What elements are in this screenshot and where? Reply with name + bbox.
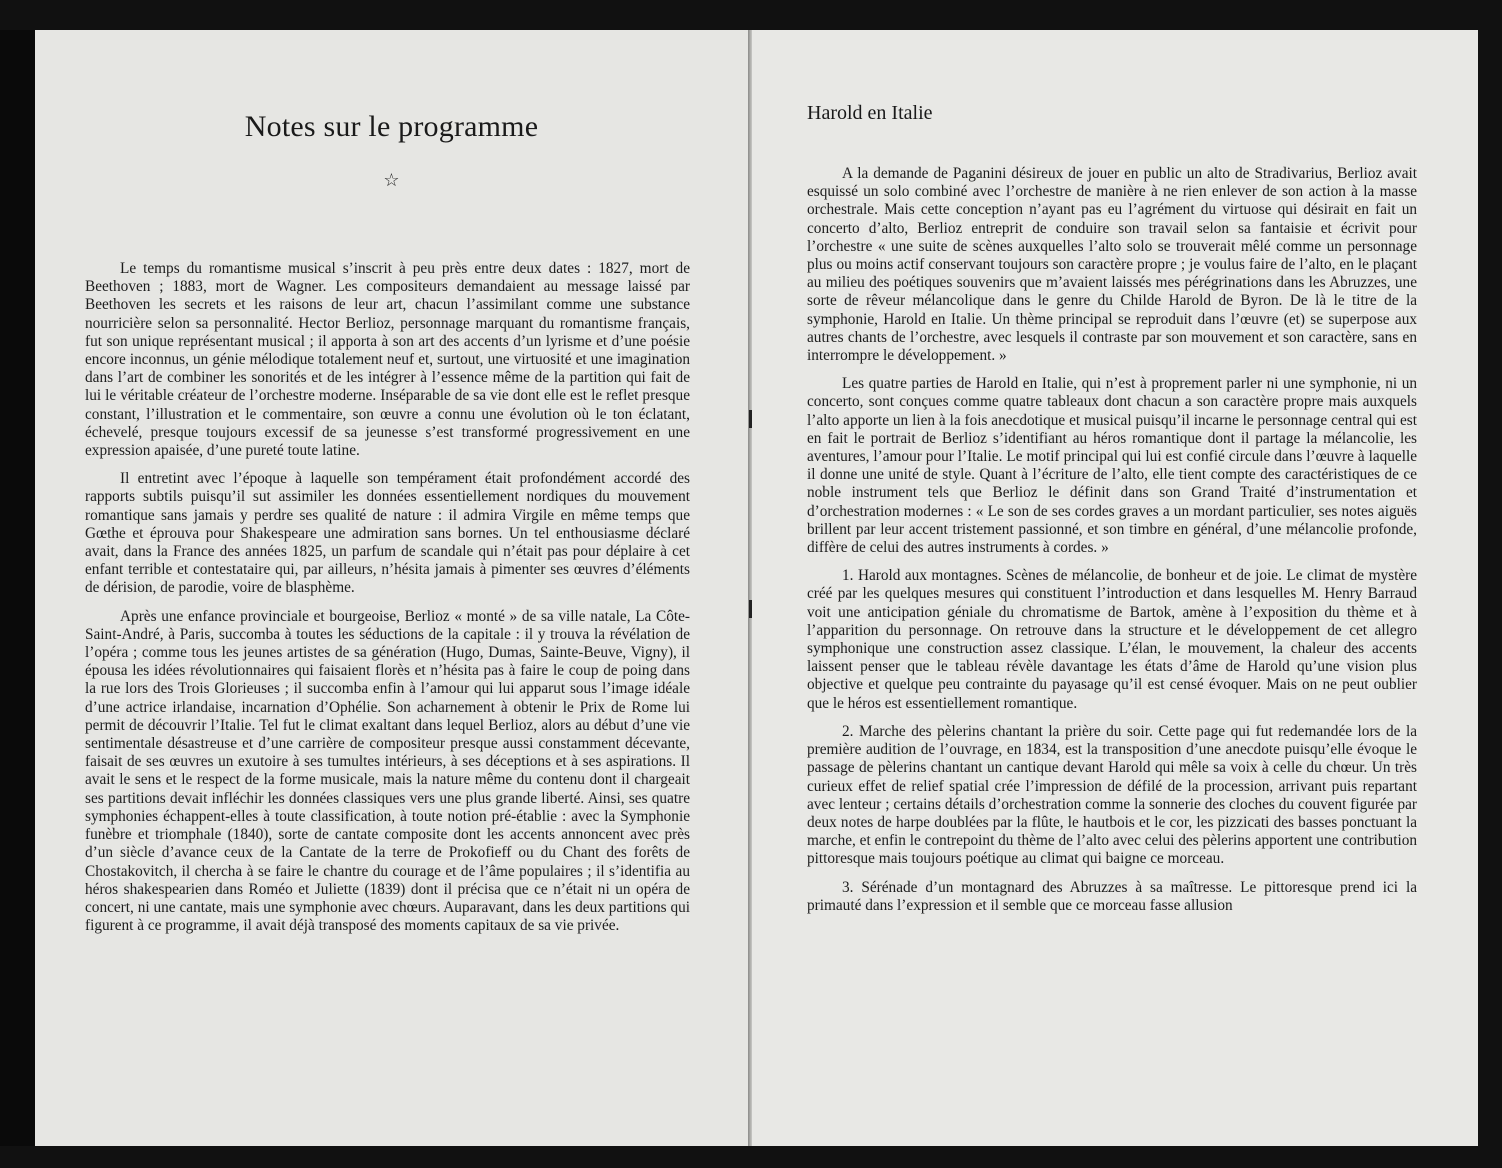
- paragraph: 3. Sérénade d’un montagnard des Abruzzes à sa maîtresse. Le pittoresque prend ici la primauté dans l’expression et il semble que ce morceau fasse allusion: [807, 878, 1417, 914]
- right-text-column: [807, 165, 1417, 925]
- left-text-column: [85, 260, 690, 945]
- paragraph: Les quatre parties de Harold en Italie, qui n’est à proprement parler ni une symphonie, ni un concerto, sont conçues comme quatre tableaux dont chacun a son caractère propre mais auxquels l’alto apporte un lien à la fois anecdotique et musical puisqu’il incarne le personnage central qui est en fait le portrait de Berlioz s’identifiant au héros romantique dont il partage la mélancolie, les aventures, l’amour pour l’Italie. Le motif principal qui lui est confié circule dans l’œuvre à laquelle il donne une unité de style. Quant à l’écriture de l’alto, elle tient compte des caractéristiques de ce noble instrument tels que Berlioz le définit dans son Grand Traité d’instrumentation et d’orchestration modernes : « Le son de ses cordes graves a un mordant particulier, ses notes aiguës brillent par leur accent tristement passionné, et son timbre en général, d’une mélancolie profonde, diffère de celui des autres instruments à cordes. »: [807, 375, 1417, 557]
- scan-border-right: [1478, 0, 1502, 1168]
- right-page: [752, 30, 1478, 1146]
- page-title: Notes sur le programme: [244, 110, 539, 143]
- paragraph: A la demande de Paganini désireux de jouer en public un alto de Stradivarius, Berlioz avait esquissé un solo combiné avec l’orchestre de manière à ne rien enlever de son action à la masse orchestrale. Mais cette conception n’ayant pas eu l’agrément du virtuose qui désirait en fait un concerto d’alto, Berlioz entreprit de conduire son travail selon sa fantaisie et écrivit pour l’orchestre « une suite de scènes auxquelles l’alto solo se trouverait mêlé comme un personnage plus ou moins actif conservant toujours son caractère propre ; je voulus faire de l’alto, en le plaçant au milieu des poétiques souvenirs que m’avaient laissés mes pérégrinations dans les Abruzzes, une sorte de rêveur mélancolique dans le genre du Childe Harold de Byron. De là le titre de la symphonie, Harold en Italie. Un thème principal se reproduit dans l’œuvre (et) se superpose aux autres chants de l’orchestre, avec lesquels il contraste par son mouvement et son caractère, sans en interrompre le développement. »: [807, 165, 1417, 365]
- left-page: [35, 30, 748, 1146]
- paragraph: Le temps du romantisme musical s’inscrit à peu près entre deux dates : 1827, mort de Beethoven ; 1883, mort de Wagner. Les compositeurs demandaient au message laissé par Beethoven les secrets et les raisons de leur art, chacun l’assimilant comme une substance nourricière selon sa personnalité. Hector Berlioz, personnage marquant du romantisme français, fut son unique représentant musical ; il apporta à son art des accents d’un lyrisme et d’une poésie encore inconnus, un génie mélodique totalement neuf et, surtout, une virtuosité et une imagination dans l’art de combiner les sonorités et de les intégrer à l’essence même de la partition qui fait de lui le véritable créateur de l’orchestre moderne. Inséparable de sa vie dont elle est le reflet presque constant, l’illustration et le commentaire, son œuvre a connu une évolution où le ton éclatant, échevelé, presque toujours excessif de sa jeunesse s’est transformé progressivement en une expression apaisée, d’une pureté toute latine.: [85, 260, 690, 460]
- scan-border-top: [0, 0, 1502, 30]
- scan-border-bottom: [0, 1146, 1502, 1168]
- star-icon: ☆: [383, 170, 400, 190]
- paragraph: Après une enfance provinciale et bourgeoise, Berlioz « monté » de sa ville natale, La Côte-Saint-André, à Paris, succomba à toutes les séductions de la capitale : il y trouva la révélation de l’opéra ; comme tous les jeunes artistes de sa génération (Hugo, Dumas, Sainte-Beuve, Vigny), il épousa les idées révolutionnaires qui faisaient florès et n’hésita pas à faire le coup de poing dans la rue lors des Trois Glorieuses ; il succomba enfin à l’amour qui lui apparut sous l’image idéale d’une actrice irlandaise, incarnation d’Ophélie. Son acharnement à obtenir le Prix de Rome lui permit de découvrir l’Italie. Tel fut le climat exaltant dans lequel Berlioz, alors au début d’une vie sentimentale désastreuse et d’une carrière de compositeur presque aussi constamment décevante, faisait de ses œuvres un exutoire à ses tumultes intérieurs, à ses déceptions et à ses aspirations. Il avait le sens et le respect de la forme musicale, mais la nature même du contenu dont il chargeait ses partitions devait infléchir les données classiques vers une plus grande liberté. Ainsi, ses quatre symphonies échappent-elles à toute classification, à toute notion pré-établie : avec la Symphonie funèbre et triomphale (1840), sorte de cantate composite dont les accents annoncent avec près d’un siècle d’avance ceux de la Cantate de la terre de Prokofieff ou du Chant des forêts de Chostakovitch, il chercha à se faire le chantre du courage et de l’âme populaires ; il s’identifia au héros shakespearien dans Roméo et Juliette (1839) dont il précisa que ce n’était ni un opéra de concert, ni une cantate, mais une symphonie avec chœurs. Auparavant, dans les deux partitions qui figurent à ce programme, il avait déjà transposé des moments capitaux de sa vie privée.: [85, 607, 690, 935]
- paragraph: 1. Harold aux montagnes. Scènes de mélancolie, de bonheur et de joie. Le climat de mystère créé par les quelques mesures qui constituent l’introduction et dans lesquelles M. Henry Barraud voit une anticipation géniale du chromatisme de Bartok, amène à l’exposition du thème et à l’apparition du personnage. On retrouve dans la structure et le développement de cet allegro symphonique une construction assez classique. L’élan, le mouvement, la chaleur des accents laissent penser que le tableau révèle davantage les états d’âme de Harold qu’une vision plus objective et quelque peu contrainte du payasage qu’il est censé évoquer. Mais on ne peut oublier que le héros est essentiellement romantique.: [807, 567, 1417, 712]
- paragraph: Il entretint avec l’époque à laquelle son tempérament était profondément accordé des rapports subtils puisqu’il sut assimiler les données essentiellement nordiques du mouvement romantique sans jamais y perdre ses qualité de nature : il admira Virgile en même temps que Gœthe et éprouva pour Shakespeare une admiration sans bornes. Un tel enthousiasme déclaré avait, dans la France des années 1825, un parfum de scandale qui n’était pas pour déplaire à cet enfant terrible et contestataire qui, par ailleurs, n’hésita jamais à pimenter ses œuvres d’éléments de dérision, de parodie, voire de blasphème.: [85, 470, 690, 597]
- paragraph: 2. Marche des pèlerins chantant la prière du soir. Cette page qui fut redemandée lors de la première audition de l’ouvrage, en 1834, est la transposition d’une anecdote puisqu’elle évoque le passage de pèlerins chantant un cantique devant Harold qui mêle sa voix à celle du chœur. Un très curieux effet de relief spatial crée l’impression de défilé de la procession, arrivant puis repartant avec lenteur ; certains détails d’orchestration comme la sonnerie des cloches du couvent figurée par deux notes de harpe doublées par la flûte, le hautbois et le cor, les pizzicati des basses ponctuant la marche, et enfin le contrepoint du thème de l’alto avec celui des pèlerins apportent une contribution pittoresque mais toujours poétique au climat qui baigne ce morceau.: [807, 722, 1417, 868]
- section-title: Harold en Italie: [807, 102, 933, 124]
